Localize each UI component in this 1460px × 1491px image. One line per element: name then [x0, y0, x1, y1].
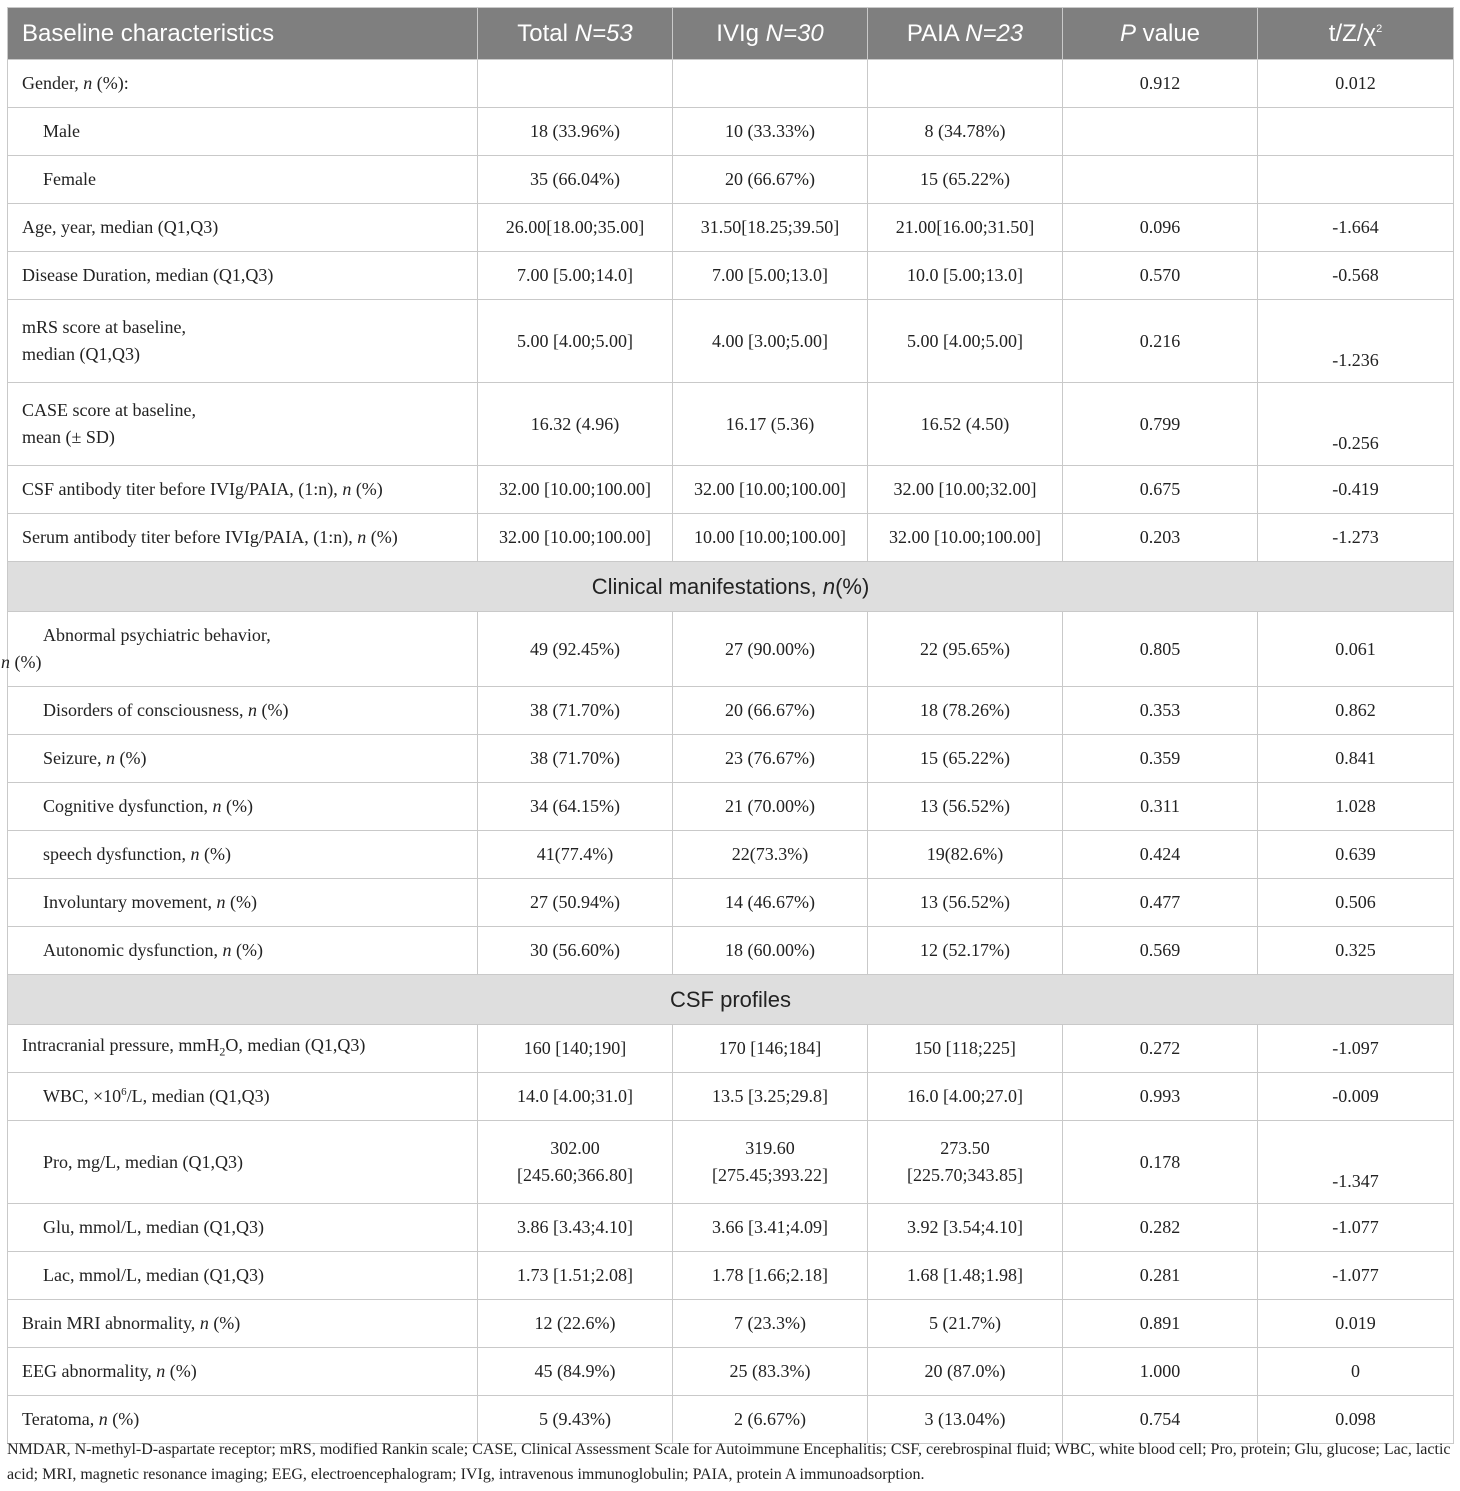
section-heading: Clinical manifestations, n(%) [8, 562, 1454, 612]
cell-ivig: 319.60 [275.45;393.22] [673, 1121, 868, 1204]
cell-ivig: 32.00 [10.00;100.00] [673, 466, 868, 514]
baseline-characteristics-table [1, 7, 1454, 1444]
cell-total: 18 (33.96%) [478, 108, 673, 156]
cell-paia: 10.0 [5.00;13.0] [868, 252, 1063, 300]
cell-stat: -1.077 [1258, 1252, 1454, 1300]
table-row-disease-duration [8, 252, 1454, 300]
cell-total: 49 (92.45%) [478, 612, 673, 687]
cell-paia: 21.00[16.00;31.50] [868, 204, 1063, 252]
cell-stat: 0.098 [1258, 1396, 1454, 1444]
cell-stat: 0.841 [1258, 735, 1454, 783]
table-row-serum-antibody-titer [8, 514, 1454, 562]
cell-stat: -1.236 [1258, 300, 1454, 383]
table-row-case-score [8, 383, 1454, 466]
cell-paia [868, 60, 1063, 108]
table-row-protein [8, 1121, 1454, 1204]
row-label: CSF antibody titer before IVIg/PAIA, (1:n), n (%) [8, 466, 478, 514]
row-label: Disorders of consciousness, n (%) [8, 687, 478, 735]
cell-stat: 0 [1258, 1348, 1454, 1396]
table-row-seizure [8, 735, 1454, 783]
cell-paia: 15 (65.22%) [868, 156, 1063, 204]
cell-paia: 273.50 [225.70;343.85] [868, 1121, 1063, 1204]
cell-total: 32.00 [10.00;100.00] [478, 466, 673, 514]
cell-total: 27 (50.94%) [478, 879, 673, 927]
table-row-female [8, 156, 1454, 204]
table-row-gender [8, 60, 1454, 108]
cell-stat [1258, 108, 1454, 156]
cell-stat: 0.012 [1258, 60, 1454, 108]
cell-paia: 16.52 (4.50) [868, 383, 1063, 466]
cell-ivig: 23 (76.67%) [673, 735, 868, 783]
cell-ivig: 25 (83.3%) [673, 1348, 868, 1396]
cell-p-value: 0.281 [1063, 1252, 1258, 1300]
row-label: Lac, mmol/L, median (Q1,Q3) [8, 1252, 478, 1300]
cell-p-value: 0.799 [1063, 383, 1258, 466]
cell-paia: 13 (56.52%) [868, 783, 1063, 831]
cell-paia: 3.92 [3.54;4.10] [868, 1204, 1063, 1252]
cell-ivig: 2 (6.67%) [673, 1396, 868, 1444]
row-label: WBC, $\times 10^6/L$, median (Q1,Q3) [8, 1073, 478, 1121]
cell-paia: 16.0 [4.00;27.0] [868, 1073, 1063, 1121]
cell-ivig: 27 (90.00%) [673, 612, 868, 687]
cell-stat: -1.664 [1258, 204, 1454, 252]
cell-p-value: 0.353 [1063, 687, 1258, 735]
cell-p-value: 0.216 [1063, 300, 1258, 383]
cell-total: 32.00 [10.00;100.00] [478, 514, 673, 562]
cell-stat: -1.077 [1258, 1204, 1454, 1252]
cell-total: 16.32 (4.96) [478, 383, 673, 466]
cell-stat: -1.347 [1258, 1121, 1454, 1204]
cell-total: 5.00 [4.00;5.00] [478, 300, 673, 383]
cell-p-value: 0.311 [1063, 783, 1258, 831]
header-baseline-characteristics: Baseline characteristics [8, 8, 478, 60]
cell-total: 7.00 [5.00;14.0] [478, 252, 673, 300]
cell-total: 12 (22.6%) [478, 1300, 673, 1348]
cell-p-value: 0.424 [1063, 831, 1258, 879]
cell-total [478, 60, 673, 108]
cell-p-value: 0.359 [1063, 735, 1258, 783]
row-label: Serum antibody titer before IVIg/PAIA, (1:n), n (%) [8, 514, 478, 562]
cell-ivig: 14 (46.67%) [673, 879, 868, 927]
cell-ivig: 170 [146;184] [673, 1025, 868, 1073]
cell-total: 38 (71.70%) [478, 735, 673, 783]
cell-p-value: 0.891 [1063, 1300, 1258, 1348]
table-row-intracranial-pressure [8, 1025, 1454, 1073]
cell-p-value: 0.993 [1063, 1073, 1258, 1121]
row-label: Disease Duration, median (Q1,Q3) [8, 252, 478, 300]
row-label: Pro, mg/L, median (Q1,Q3) [8, 1121, 478, 1204]
row-label: mRS score at baseline, median (Q1,Q3) [8, 300, 478, 383]
cell-ivig: 18 (60.00%) [673, 927, 868, 975]
cell-stat: -0.009 [1258, 1073, 1454, 1121]
cell-ivig [673, 60, 868, 108]
table-row-mrs-score [8, 300, 1454, 383]
cell-paia: 3 (13.04%) [868, 1396, 1063, 1444]
cell-total: 34 (64.15%) [478, 783, 673, 831]
cell-stat: -1.273 [1258, 514, 1454, 562]
cell-paia: 13 (56.52%) [868, 879, 1063, 927]
cell-total: 5 (9.43%) [478, 1396, 673, 1444]
cell-paia: 15 (65.22%) [868, 735, 1063, 783]
cell-stat: 0.061 [1258, 612, 1454, 687]
table-row-age [8, 204, 1454, 252]
row-label: Autonomic dysfunction, n (%) [8, 927, 478, 975]
cell-p-value: 0.912 [1063, 60, 1258, 108]
cell-paia: 19(82.6%) [868, 831, 1063, 879]
cell-p-value: 0.178 [1063, 1121, 1258, 1204]
row-label: Age, year, median (Q1,Q3) [8, 204, 478, 252]
table-row-disorders-of-consciousness [8, 687, 1454, 735]
cell-ivig: 20 (66.67%) [673, 687, 868, 735]
header-total: Total N=53 [478, 8, 673, 60]
cell-paia: 22 (95.65%) [868, 612, 1063, 687]
cell-stat: 0.862 [1258, 687, 1454, 735]
row-label: EEG abnormality, n (%) [8, 1348, 478, 1396]
cell-p-value: 0.754 [1063, 1396, 1258, 1444]
cell-p-value: 0.477 [1063, 879, 1258, 927]
table-row-eeg-abnormality [8, 1348, 1454, 1396]
row-label: Abnormal psychiatric behavior, n (%) [8, 612, 478, 687]
cell-paia: 32.00 [10.00;100.00] [868, 514, 1063, 562]
cell-p-value: 0.805 [1063, 612, 1258, 687]
cell-p-value [1063, 156, 1258, 204]
cell-ivig: 20 (66.67%) [673, 156, 868, 204]
cell-paia: 150 [118;225] [868, 1025, 1063, 1073]
row-label: Seizure, n (%) [8, 735, 478, 783]
table-row-brain-mri-abnormality [8, 1300, 1454, 1348]
cell-p-value [1063, 108, 1258, 156]
cell-ivig: 13.5 [3.25;29.8] [673, 1073, 868, 1121]
cell-p-value: 0.272 [1063, 1025, 1258, 1073]
row-label: Teratoma, n (%) [8, 1396, 478, 1444]
cell-ivig: 16.17 (5.36) [673, 383, 868, 466]
section-heading: CSF profiles [8, 975, 1454, 1025]
table-row-cognitive-dysfunction [8, 783, 1454, 831]
cell-ivig: 4.00 [3.00;5.00] [673, 300, 868, 383]
cell-ivig: 7 (23.3%) [673, 1300, 868, 1348]
cell-paia: 12 (52.17%) [868, 927, 1063, 975]
table-footnote: NMDAR, N-methyl-D-aspartate receptor; mRS, modified Rankin scale; CASE, Clinical Assessment Scale for Autoimmune Encephalitis; CSF, cerebrospinal fluid; WBC, white blood cell; Pro, protein; Glu, glucose; Lac, lactic acid; MRI, magnetic resonance imaging; EEG, electroencephalogram; IVIg, intravenous immunoglobulin; PAIA, protein A immunoadsorption. [7, 1441, 1451, 1483]
table-row-speech-dysfunction [8, 831, 1454, 879]
cell-p-value: 1.000 [1063, 1348, 1258, 1396]
cell-total: 160 [140;190] [478, 1025, 673, 1073]
table-row-male [8, 108, 1454, 156]
cell-paia: 8 (34.78%) [868, 108, 1063, 156]
cell-total: 1.73 [1.51;2.08] [478, 1252, 673, 1300]
cell-ivig: 10.00 [10.00;100.00] [673, 514, 868, 562]
cell-p-value: 0.570 [1063, 252, 1258, 300]
cell-ivig: 22(73.3%) [673, 831, 868, 879]
cell-stat: 0.019 [1258, 1300, 1454, 1348]
row-label: Cognitive dysfunction, n (%) [8, 783, 478, 831]
cell-stat: -0.256 [1258, 383, 1454, 466]
row-label: Glu, mmol/L, median (Q1,Q3) [8, 1204, 478, 1252]
cell-ivig: 10 (33.33%) [673, 108, 868, 156]
header-row [8, 8, 1454, 60]
cell-stat: -0.419 [1258, 466, 1454, 514]
cell-paia: 18 (78.26%) [868, 687, 1063, 735]
table-row-wbc [8, 1073, 1454, 1121]
table-row-csf-antibody-titer [8, 466, 1454, 514]
cell-paia: 32.00 [10.00;32.00] [868, 466, 1063, 514]
cell-p-value: 0.203 [1063, 514, 1258, 562]
cell-total: 3.86 [3.43;4.10] [478, 1204, 673, 1252]
row-label: Brain MRI abnormality, n (%) [8, 1300, 478, 1348]
cell-stat: -1.097 [1258, 1025, 1454, 1073]
table-row-glucose [8, 1204, 1454, 1252]
table-row-abnormal-psychiatric-behavior [8, 612, 1454, 687]
row-label: Gender, n (%): [8, 60, 478, 108]
section-row-clinical-manifestations [8, 562, 1454, 612]
row-label: Male [8, 108, 478, 156]
header-paia: PAIA N=23 [868, 8, 1063, 60]
cell-stat: 0.506 [1258, 879, 1454, 927]
cell-stat: 0.639 [1258, 831, 1454, 879]
cell-stat: 0.325 [1258, 927, 1454, 975]
cell-paia: 20 (87.0%) [868, 1348, 1063, 1396]
row-label: Female [8, 156, 478, 204]
cell-ivig: 21 (70.00%) [673, 783, 868, 831]
row-label: CASE score at baseline, mean (± SD) [8, 383, 478, 466]
cell-p-value: 0.282 [1063, 1204, 1258, 1252]
cell-total: 26.00[18.00;35.00] [478, 204, 673, 252]
table-row-autonomic-dysfunction [8, 927, 1454, 975]
cell-stat: 1.028 [1258, 783, 1454, 831]
cell-total: 35 (66.04%) [478, 156, 673, 204]
row-label: Involuntary movement, n (%) [8, 879, 478, 927]
cell-total: 38 (71.70%) [478, 687, 673, 735]
cell-total: 302.00 [245.60;366.80] [478, 1121, 673, 1204]
cell-ivig: 7.00 [5.00;13.0] [673, 252, 868, 300]
header-p-value: P value [1063, 8, 1258, 60]
cell-p-value: 0.096 [1063, 204, 1258, 252]
table-row-involuntary-movement [8, 879, 1454, 927]
cell-paia: 1.68 [1.48;1.98] [868, 1252, 1063, 1300]
cell-stat: -0.568 [1258, 252, 1454, 300]
cell-ivig: 1.78 [1.66;2.18] [673, 1252, 868, 1300]
cell-total: 30 (56.60%) [478, 927, 673, 975]
cell-ivig: 31.50[18.25;39.50] [673, 204, 868, 252]
cell-total: 41(77.4%) [478, 831, 673, 879]
cell-p-value: 0.569 [1063, 927, 1258, 975]
cell-total: 45 (84.9%) [478, 1348, 673, 1396]
table-row-lactate [8, 1252, 1454, 1300]
header-ivig: IVIg N=30 [673, 8, 868, 60]
cell-paia: 5.00 [4.00;5.00] [868, 300, 1063, 383]
cell-ivig: 3.66 [3.41;4.09] [673, 1204, 868, 1252]
cell-paia: 5 (21.7%) [868, 1300, 1063, 1348]
row-label: Intracranial pressure, mmH$_2$O, median (Q1,Q3) [8, 1025, 478, 1073]
header-test-statistic: $t/Z/\chi^2$ [1258, 8, 1454, 60]
section-row-csf-profiles [8, 975, 1454, 1025]
row-label: speech dysfunction, n (%) [8, 831, 478, 879]
cell-stat [1258, 156, 1454, 204]
cell-p-value: 0.675 [1063, 466, 1258, 514]
cell-total: 14.0 [4.00;31.0] [478, 1073, 673, 1121]
